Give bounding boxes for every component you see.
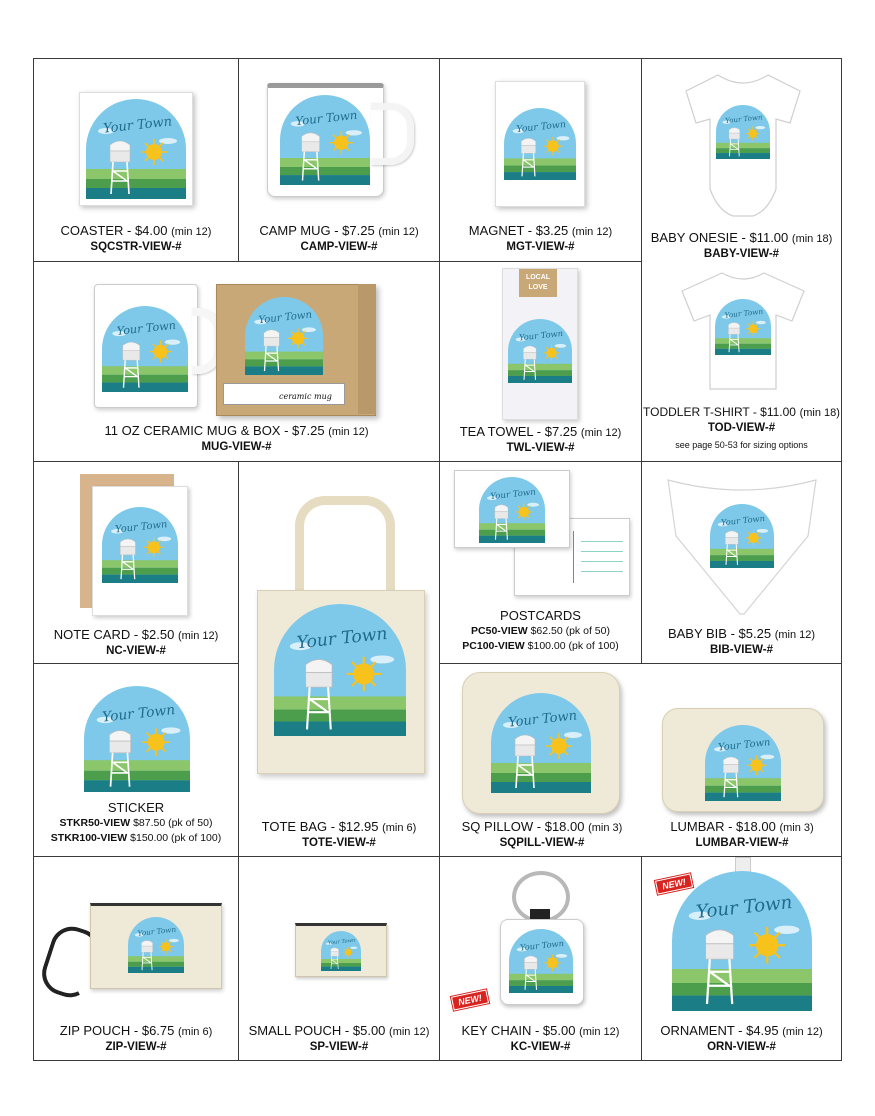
ornament-new-badge: NEW!	[655, 873, 693, 894]
mug-box-min: (min 12)	[328, 426, 369, 438]
ornament-min: (min 12)	[782, 1026, 823, 1038]
sq-pillow-name: SQ PILLOW - $18.00	[461, 819, 585, 834]
product-magnet[interactable]	[439, 58, 642, 262]
coaster-image	[79, 92, 193, 206]
product-mug-box[interactable]	[33, 261, 440, 462]
postcards-opt1-price: $62.50 (pk of 50)	[530, 625, 610, 637]
magnet-sku: MGT-VIEW-#	[506, 241, 575, 253]
key-chain-sku: KC-VIEW-#	[510, 1041, 571, 1053]
tote-bag-sku: TOTE-VIEW-#	[302, 837, 376, 849]
camp-mug-image	[267, 83, 417, 195]
coaster-sku: SQCSTR-VIEW-#	[90, 241, 182, 253]
product-tea-towel[interactable]	[439, 261, 642, 462]
key-chain-image	[500, 871, 584, 1007]
tote-bag-min: (min 6)	[382, 822, 417, 834]
sticker-opt1-sku: STKR50-VIEW	[59, 817, 131, 829]
note-card-min: (min 12)	[177, 630, 219, 642]
tshirt-image	[672, 269, 814, 393]
zip-pouch-name: ZIP POUCH - $6.75	[59, 1023, 175, 1038]
product-coaster[interactable]	[33, 58, 239, 262]
onesie-image	[678, 71, 808, 221]
lumbar-min: (min 3)	[779, 822, 814, 834]
product-small-pouch[interactable]	[238, 856, 440, 1061]
tshirt-min: (min 18)	[799, 407, 840, 419]
key-chain-name: KEY CHAIN - $5.00	[461, 1023, 576, 1038]
zip-pouch-image	[46, 897, 228, 997]
sq-pillow-image	[462, 672, 620, 814]
tea-towel-tag: LOCAL LOVE	[519, 269, 557, 297]
tshirt-name: TODDLER T-SHIRT - $11.00	[643, 405, 796, 419]
baby-bib-name: BABY BIB - $5.25	[667, 626, 772, 641]
lumbar-pillow-image	[662, 708, 824, 812]
tshirt-sku: TOD-VIEW-#	[707, 422, 776, 434]
product-ornament[interactable]	[641, 856, 842, 1061]
camp-mug-name: CAMP MUG - $7.25	[259, 223, 375, 238]
box-label: ceramic mug	[279, 392, 332, 401]
postcards-opt1-sku: PC50-VIEW	[471, 625, 528, 637]
sizing-note: see page 50-53 for sizing options	[675, 440, 808, 450]
onesie-name: BABY ONESIE - $11.00	[650, 230, 789, 245]
lumbar-sku: LUMBAR-VIEW-#	[695, 837, 789, 849]
sticker-opt2-sku: STKR100-VIEW	[50, 832, 128, 844]
baby-bib-image	[664, 476, 820, 618]
tea-towel-image	[502, 268, 578, 420]
ornament-image	[672, 871, 812, 1011]
product-sticker[interactable]	[33, 663, 239, 857]
small-pouch-image	[295, 923, 387, 977]
sticker-name: STICKER	[107, 800, 165, 815]
sticker-image	[84, 686, 190, 792]
tea-towel-min: (min 12)	[580, 427, 622, 439]
product-camp-mug[interactable]	[238, 58, 440, 262]
magnet-image	[495, 81, 585, 207]
ceramic-mug-image	[94, 284, 222, 408]
product-postcards[interactable]	[439, 461, 642, 664]
product-onesie-tshirt[interactable]	[641, 58, 842, 462]
coaster-min: (min 12)	[171, 226, 212, 238]
product-key-chain[interactable]	[439, 856, 642, 1061]
postcard-front-image	[454, 470, 570, 548]
product-tote-bag[interactable]	[238, 461, 440, 857]
small-pouch-name: SMALL POUCH - $5.00	[248, 1023, 386, 1038]
small-pouch-sku: SP-VIEW-#	[309, 1041, 369, 1053]
magnet-min: (min 12)	[571, 226, 613, 238]
postcards-opt2-sku: PC100-VIEW	[462, 640, 525, 652]
ornament-sku: ORN-VIEW-#	[707, 1041, 776, 1053]
mug-box-name: 11 OZ CERAMIC MUG & BOX - $7.25	[104, 423, 325, 438]
postcards-name: POSTCARDS	[500, 608, 581, 623]
product-zip-pouch[interactable]	[33, 856, 239, 1061]
baby-bib-min: (min 12)	[774, 629, 816, 641]
sq-pillow-sku: SQPILL-VIEW-#	[499, 837, 585, 849]
tea-towel-sku: TWL-VIEW-#	[506, 442, 575, 454]
sq-pillow-min: (min 3)	[588, 822, 623, 834]
note-card-sku: NC-VIEW-#	[106, 645, 166, 657]
postcards-opt2-price: $100.00 (pk of 100)	[527, 640, 619, 652]
sticker-opt1-price: $87.50 (pk of 50)	[133, 817, 213, 829]
product-baby-bib[interactable]	[641, 461, 842, 664]
key-chain-min: (min 12)	[579, 1026, 620, 1038]
zip-pouch-sku: ZIP-VIEW-#	[105, 1041, 167, 1053]
tea-towel-name: TEA TOWEL - $7.25	[459, 424, 578, 439]
magnet-name: MAGNET - $3.25	[468, 223, 569, 238]
product-pillows[interactable]	[439, 663, 842, 857]
key-chain-new-badge: NEW!	[451, 989, 489, 1010]
product-note-card[interactable]	[33, 461, 239, 664]
onesie-min: (min 18)	[791, 233, 833, 245]
coaster-name: COASTER - $4.00	[60, 223, 168, 238]
onesie-sku: BABY-VIEW-#	[703, 248, 780, 260]
lumbar-name: LUMBAR - $18.00	[670, 819, 776, 834]
ornament-name: ORNAMENT - $4.95	[660, 1023, 779, 1038]
small-pouch-min: (min 12)	[389, 1026, 430, 1038]
gift-box-image	[216, 284, 376, 416]
tote-bag-image	[257, 496, 425, 776]
note-card-image	[92, 486, 188, 616]
camp-mug-sku: CAMP-VIEW-#	[300, 241, 378, 253]
camp-mug-min: (min 12)	[378, 226, 419, 238]
tote-bag-name: TOTE BAG - $12.95	[261, 819, 379, 834]
mug-box-sku: MUG-VIEW-#	[201, 441, 272, 453]
zip-pouch-min: (min 6)	[178, 1026, 213, 1038]
baby-bib-sku: BIB-VIEW-#	[709, 644, 774, 656]
note-card-name: NOTE CARD - $2.50	[53, 627, 175, 642]
sticker-opt2-price: $150.00 (pk of 100)	[130, 832, 222, 844]
